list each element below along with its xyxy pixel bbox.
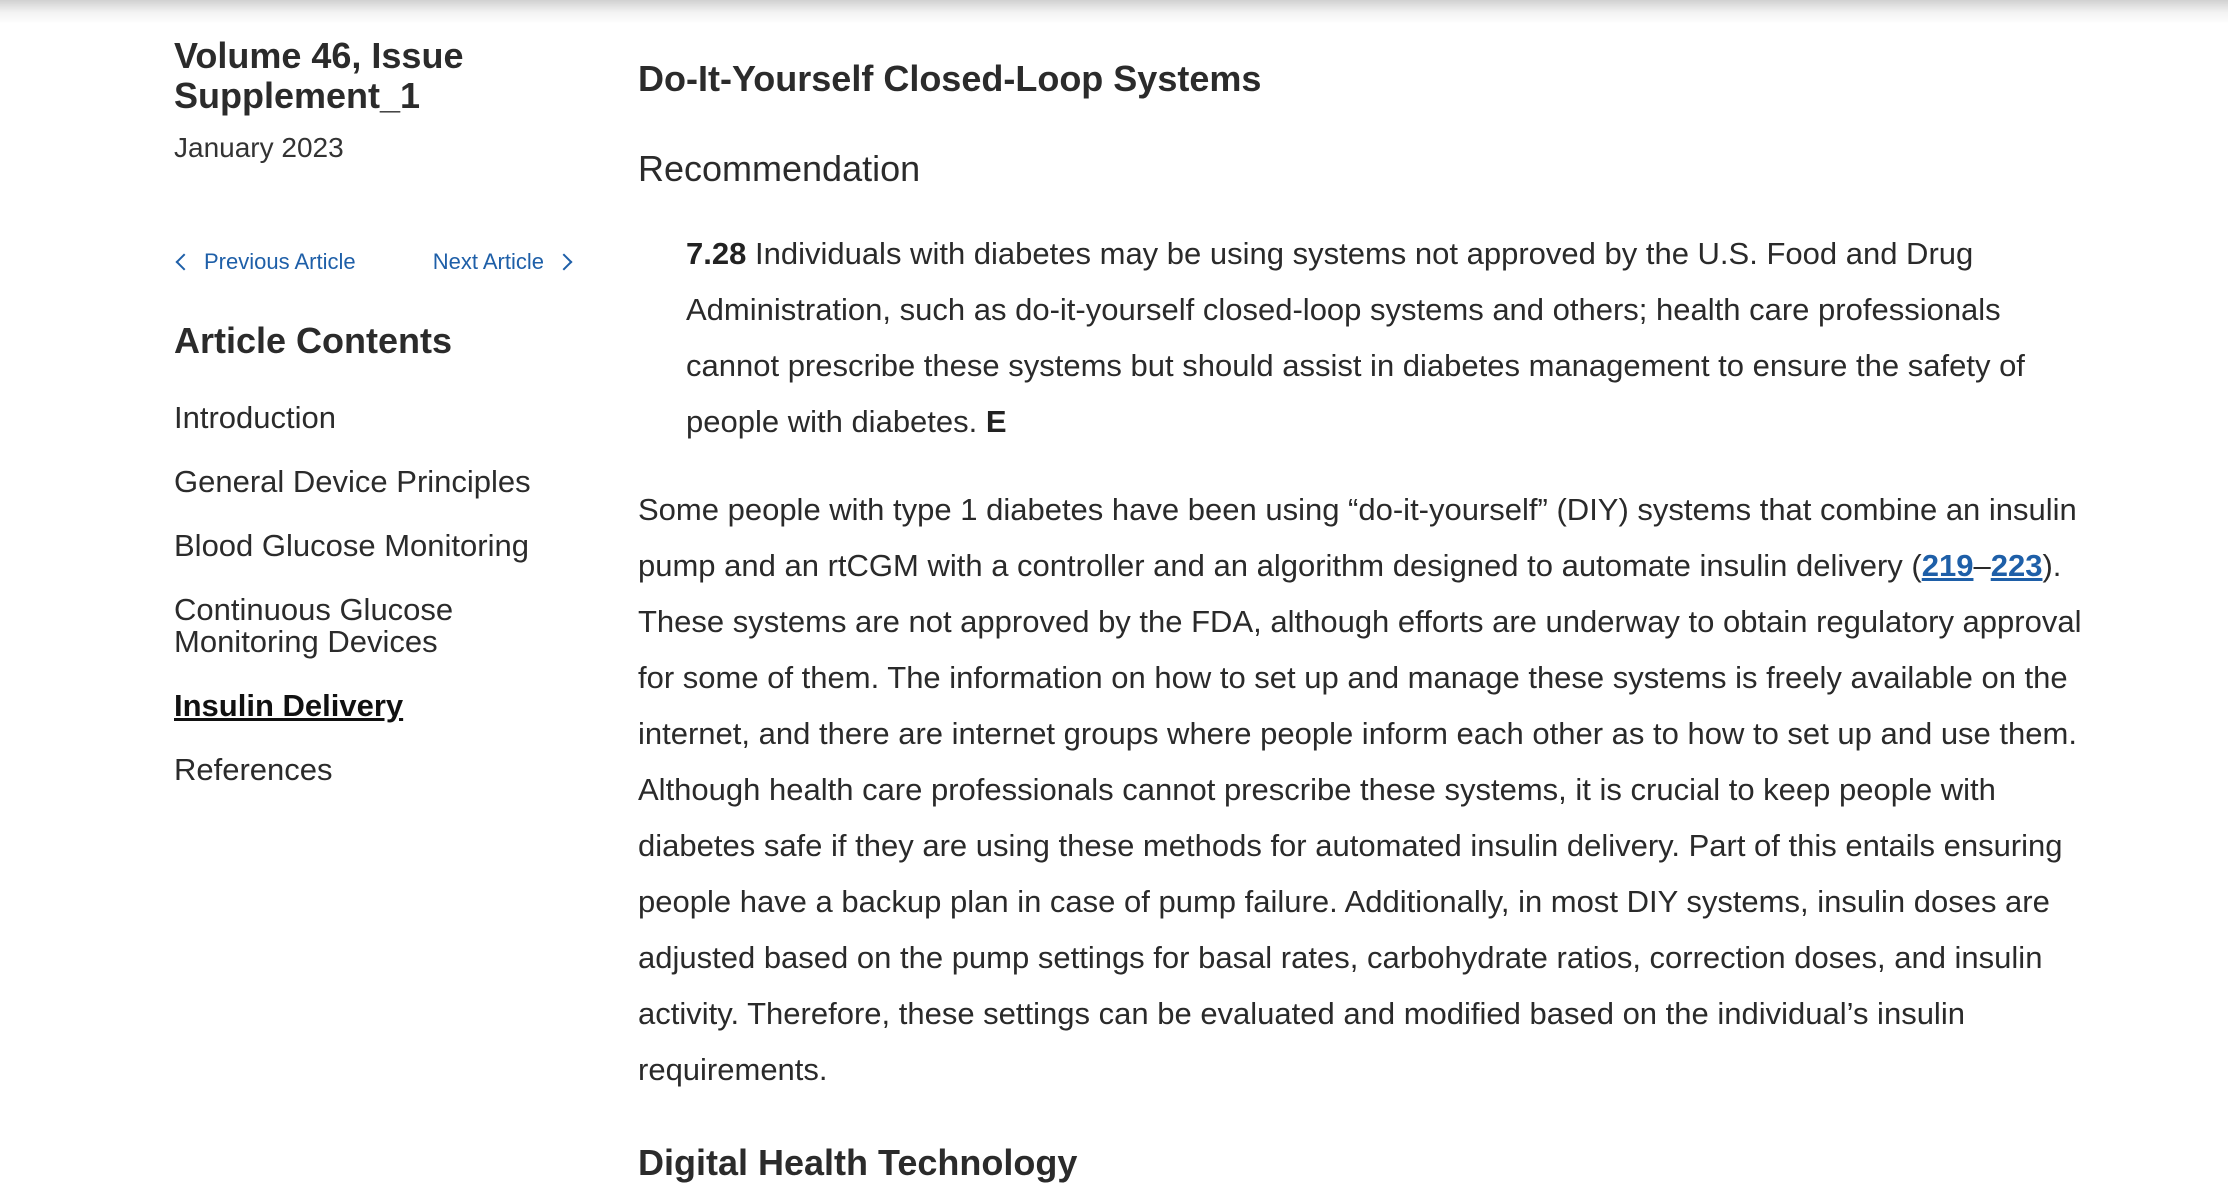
article-sidebar — [174, 35, 594, 787]
recommendation-block — [686, 226, 2086, 450]
body-paragraph — [638, 482, 2118, 1098]
toc-item-general-device-principles[interactable]: General Device Principles — [174, 464, 531, 499]
recommendation-heading: Recommendation — [638, 148, 921, 189]
reference-link-219[interactable]: 219 — [1921, 548, 1974, 583]
previous-article-link[interactable] — [174, 249, 356, 275]
next-section-title: Digital Health Technology — [638, 1142, 1078, 1183]
recommendation-number: 7.28 — [686, 236, 747, 271]
reference-link-223[interactable]: 223 — [1990, 548, 2043, 583]
recommendation-text: Individuals with diabetes may be using systems not approved by the U.S. Food and Drug Administration, such as do-it-yourself closed-loop systems and others; health care professionals cannot prescribe these systems but should assist in diabetes management to ensure the safety of people with diabetes. — [686, 236, 2025, 439]
previous-article-label: Previous Article — [204, 249, 356, 274]
article-contents-list — [174, 402, 594, 786]
chevron-right-icon — [556, 254, 573, 271]
toc-item-continuous-glucose-monitoring-devices[interactable]: Continuous Glucose Monitoring Devices — [174, 592, 454, 659]
issue-date: January 2023 — [174, 132, 344, 163]
next-article-label: Next Article — [432, 249, 544, 274]
chevron-left-icon — [176, 254, 193, 271]
next-article-link[interactable] — [433, 249, 574, 275]
toc-item-insulin-delivery[interactable]: Insulin Delivery — [174, 688, 404, 723]
toc-item-references[interactable]: References — [174, 752, 333, 787]
section-title: Do-It-Yourself Closed-Loop Systems — [638, 58, 1262, 99]
issue-title: Volume 46, Issue Supplement_1 — [174, 35, 464, 116]
top-scroll-shadow — [0, 0, 2228, 24]
article-contents-heading: Article Contents — [174, 320, 453, 361]
reference-range-dash: – — [1973, 548, 1991, 583]
paragraph-text-start: Some people with type 1 diabetes have been using “do-it-yourself” (DIY) systems that combine an insulin pump and an rtCGM with a controller and an algorithm designed to automate insulin delivery ( — [638, 492, 2077, 583]
toc-item-introduction[interactable]: Introduction — [174, 400, 336, 435]
article-pagination — [174, 249, 574, 281]
recommendation-grade: E — [985, 404, 1007, 439]
paragraph-text-end: ). These systems are not approved by the FDA, although efforts are underway to obtain regulatory approval for some of them. The information on how to set up and manage these systems is freely available on the internet, and there are internet groups where people inform each other as to how to set up and use them. Although health care professionals cannot prescribe these systems, it is crucial to keep people with diabetes safe if they are using these methods for automated insulin delivery. Part of this entails ensuring people have a backup plan in case of pump failure. Additionally, in most DIY systems, insulin doses are adjusted based on the pump settings for basal rates, carbohydrate ratios, correction doses, and insulin activity. Therefore, these settings can be evaluated and modified based on the individual’s insulin requirements. — [638, 548, 2082, 1087]
toc-item-blood-glucose-monitoring[interactable]: Blood Glucose Monitoring — [174, 528, 529, 563]
